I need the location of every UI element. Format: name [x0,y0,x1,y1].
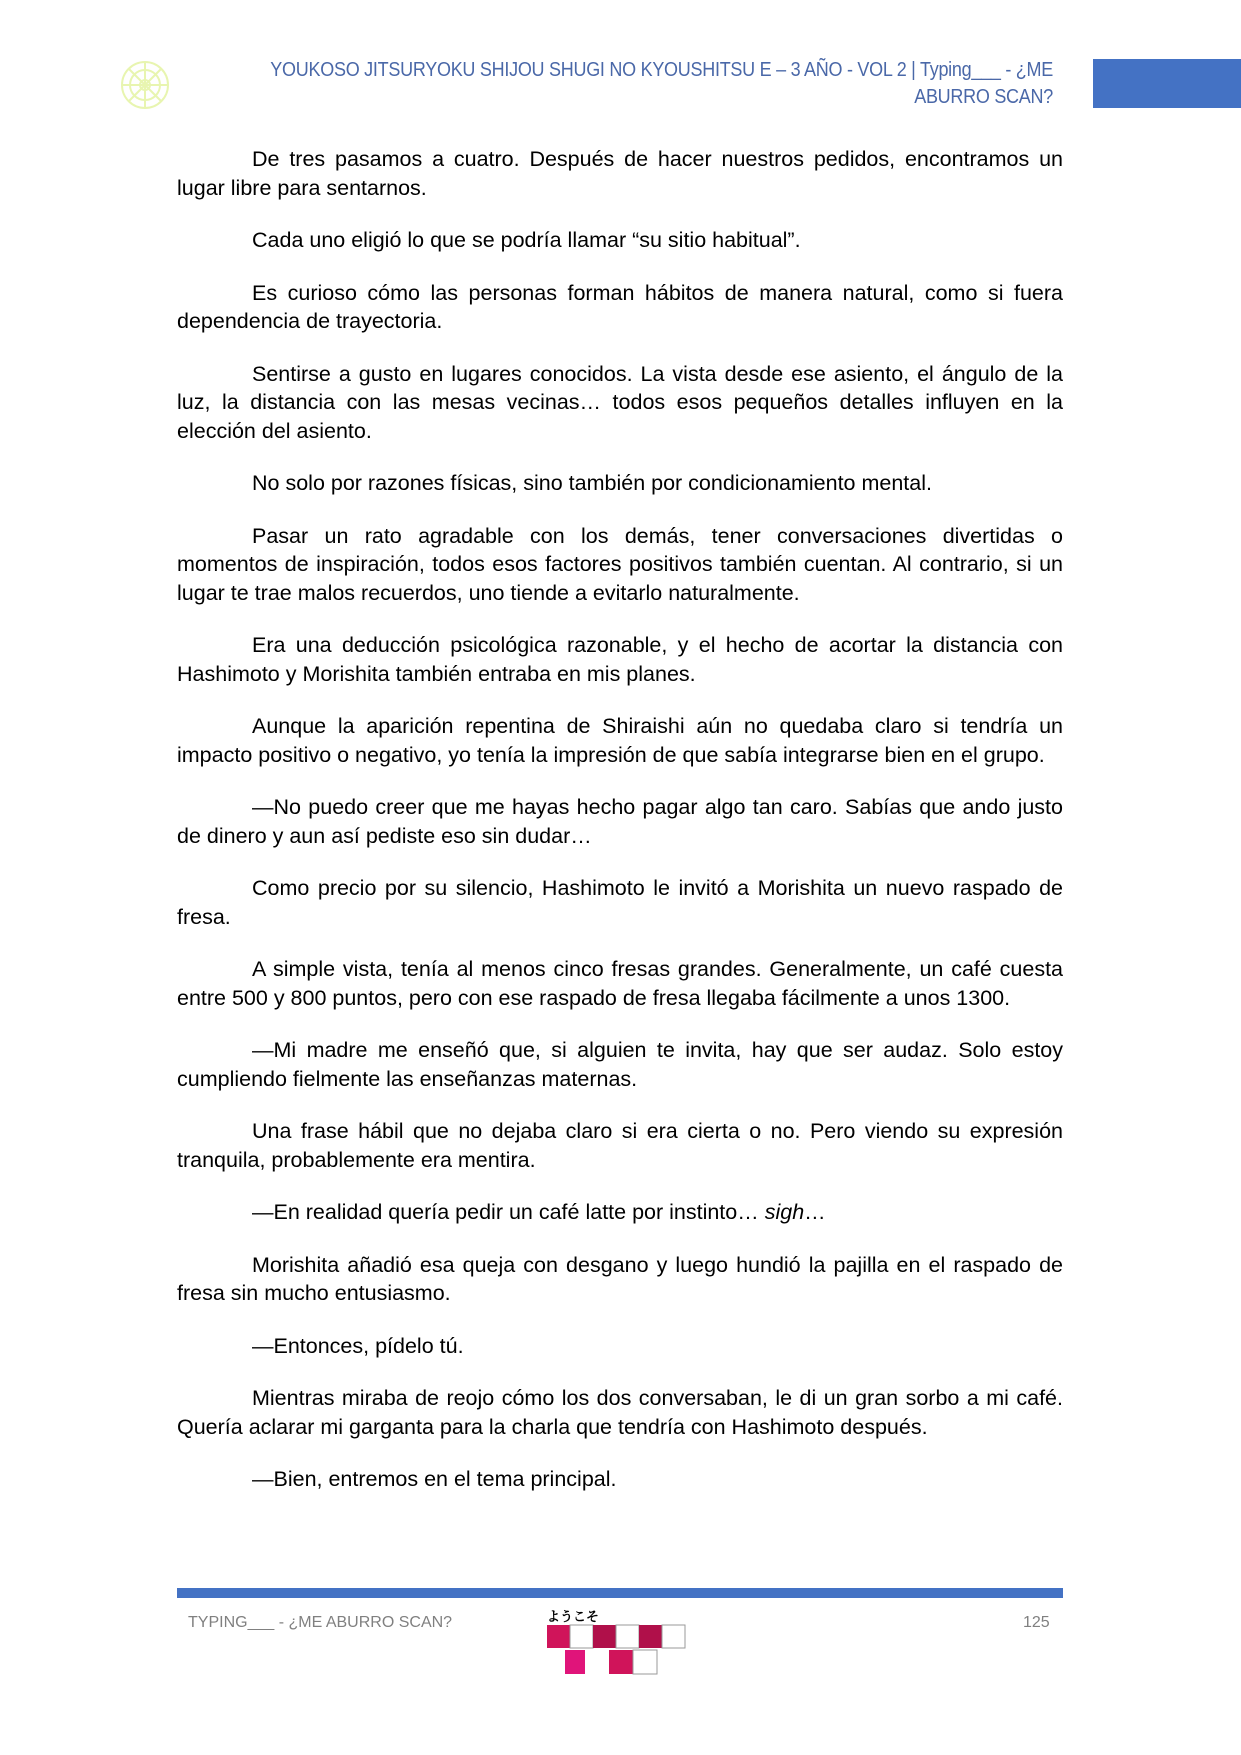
paragraph: Mientras miraba de reojo cómo los dos conversaban, le di un gran sorbo a mi café. Quería aclarar mi garganta para la charla que tendría con Hashimoto después. [177,1386,1063,1439]
running-header-title: YOUKOSO JITSURYOKU SHIJOU SHUGI NO KYOUSHITSU E – 3 AÑO - VOL 2 | Typing___ - ¿ME ABURRO SCAN? [270,59,1053,108]
footer-credit: TYPING___ - ¿ME ABURRO SCAN? [188,1614,453,1631]
emblem-logo-icon [120,60,170,110]
paragraph: Es curioso cómo las personas forman hábitos de manera natural, como si fuera dependencia de trayectoria. [177,280,1063,333]
header-accent-bar [1093,59,1241,108]
paragraph: Como precio por su silencio, Hashimoto le invitó a Morishita un nuevo raspado de fresa. [177,876,1063,929]
paragraph: —No puedo creer que me hayas hecho pagar algo tan caro. Sabías que ando justo de dinero y aun así pediste eso sin dudar… [177,795,1063,848]
series-logo-icon [545,1608,695,1676]
paragraph [177,1198,1063,1227]
paragraph: De tres pasamos a cuatro. Después de hacer nuestros pedidos, encontramos un lugar libre para sentarnos. [177,147,1063,200]
paragraph: Pasar un rato agradable con los demás, tener conversaciones divertidas o momentos de inspiración, todos esos factores positivos también cuentan. Al contrario, si un lugar te trae malos recuerdos, uno tiende a evitarlo naturalmente. [177,523,1063,605]
italic-word: sigh [764,1200,805,1224]
footer-accent-bar [177,1588,1063,1598]
paragraph: —Bien, entremos en el tema principal. [252,1467,617,1491]
paragraph: Cada uno eligió lo que se podría llamar “su sitio habitual”. [252,228,801,252]
page-number: 125 [1023,1614,1050,1631]
page-body [177,145,1063,1518]
paragraph: Aunque la aparición repentina de Shiraishi aún no quedaba claro si tendría un impacto positivo o negativo, yo tenía la impresión de que sabía integrarse bien en el grupo. [177,714,1063,767]
paragraph: Sentirse a gusto en lugares conocidos. La vista desde ese asiento, el ángulo de la luz, la distancia con las mesas vecinas… todos esos pequeños detalles influyen en la elección del asiento. [177,361,1063,443]
paragraph: —Mi madre me enseñó que, si alguien te invita, hay que ser audaz. Solo estoy cumpliendo fielmente las enseñanzas maternas. [177,1038,1063,1091]
paragraph-tail: … [804,1200,826,1224]
paragraph: A simple vista, tenía al menos cinco fresas grandes. Generalmente, un café cuesta entre 500 y 800 puntos, pero con ese raspado de fresa llegaba fácilmente a unos 1300. [177,957,1063,1010]
paragraph: No solo por razones físicas, sino también por condicionamiento mental. [252,471,932,495]
svg-text:ようこそ: ようこそ [547,1610,600,1625]
paragraph-text: —En realidad quería pedir un café latte por instinto… [252,1200,765,1224]
paragraph: Era una deducción psicológica razonable, y el hecho de acortar la distancia con Hashimoto y Morishita también entraba en mis planes. [177,633,1063,686]
paragraph: Morishita añadió esa queja con desgano y luego hundió la pajilla en el raspado de fresa sin mucho entusiasmo. [177,1252,1063,1305]
paragraph: Una frase hábil que no dejaba claro si era cierta o no. Pero viendo su expresión tranquila, probablemente era mentira. [177,1119,1063,1172]
paragraph: —Entonces, pídelo tú. [252,1333,464,1358]
